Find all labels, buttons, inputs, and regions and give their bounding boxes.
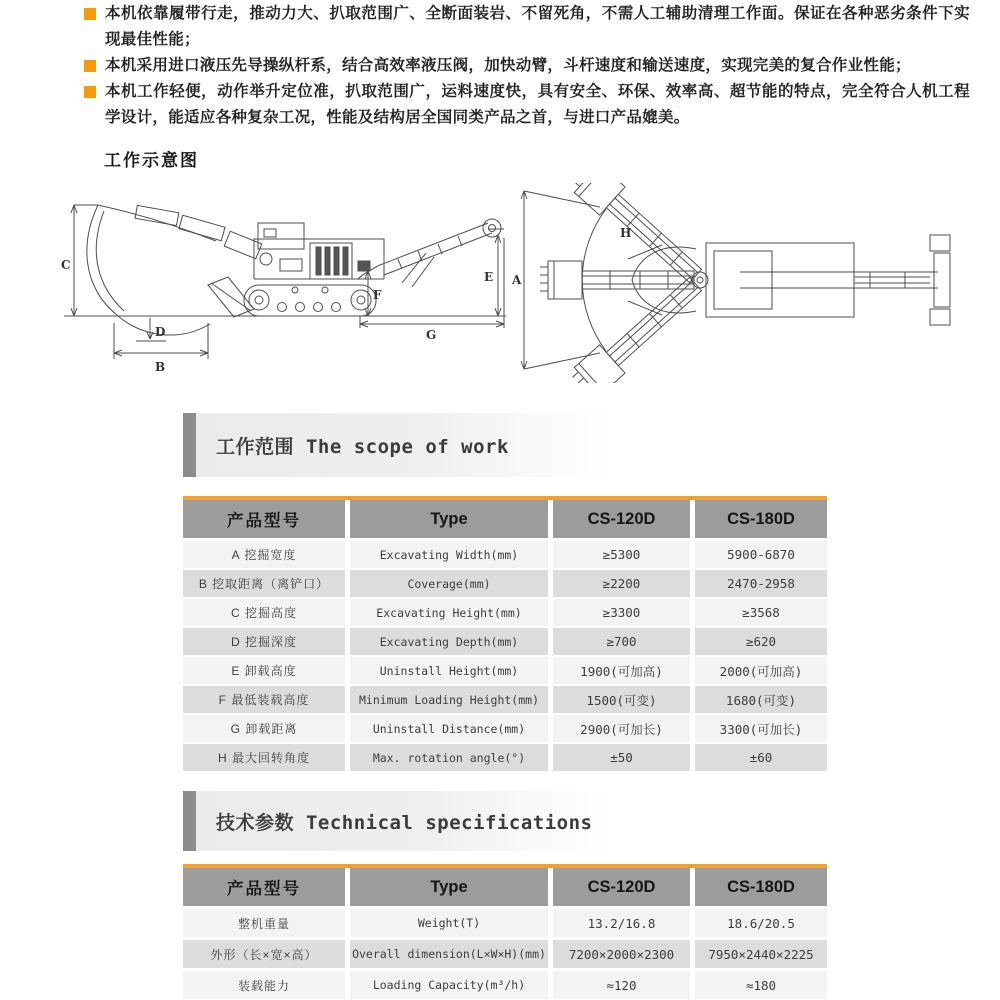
row-value: Max. rotation angle(°) bbox=[350, 744, 548, 771]
row-value: ≈120 bbox=[553, 971, 690, 999]
row-value: ≥620 bbox=[695, 628, 827, 655]
row-value: Uninstall Height(mm) bbox=[350, 657, 548, 684]
scope-of-work-table bbox=[183, 496, 827, 771]
row-value: Weight(T) bbox=[350, 909, 548, 937]
feature-bullet-3 bbox=[84, 79, 970, 131]
row-value: 1680(可变) bbox=[695, 686, 827, 713]
dim-label-a: A bbox=[512, 273, 522, 287]
row-value: 1500(可变) bbox=[553, 686, 690, 713]
heading-background bbox=[196, 791, 615, 851]
scope-section-title: 工作范围 The scope of work bbox=[216, 435, 509, 458]
technical-specifications-table bbox=[183, 864, 827, 999]
row-value: 2900(可加长) bbox=[553, 715, 690, 742]
row-label: C 挖掘高度 bbox=[183, 599, 345, 626]
feature-bullet-3-text: 本机工作轻便，动作举升定位准，扒取范围广，运料速度快，具有安全、环保、效率高、超节能的特点，完全符合人机工程学设计，能适应各种复杂工况，性能及结构居全国同类产品之首，与进口产品媲美。 bbox=[105, 83, 970, 126]
row-value: Excavating Depth(mm) bbox=[350, 628, 548, 655]
scope-header-type: Type bbox=[350, 500, 548, 538]
row-value: ≈180 bbox=[695, 971, 827, 999]
feature-bullet-1 bbox=[84, 1, 970, 53]
dim-label-h: H bbox=[620, 226, 632, 240]
row-label: D 挖掘深度 bbox=[183, 628, 345, 655]
scope-header-product-model: 产品型号 bbox=[183, 500, 345, 538]
row-value: ±50 bbox=[553, 744, 690, 771]
working-diagram-area bbox=[58, 183, 958, 383]
row-label: 装载能力 bbox=[183, 971, 345, 999]
machine-top-view-diagram bbox=[510, 183, 955, 383]
machine-side-view-diagram bbox=[58, 183, 508, 383]
row-label: E 卸载高度 bbox=[183, 657, 345, 684]
spec-section-heading bbox=[183, 791, 615, 851]
scope-header-cs120d: CS-120D bbox=[553, 500, 690, 538]
row-value: ≥3300 bbox=[553, 599, 690, 626]
row-label: H 最大回转角度 bbox=[183, 744, 345, 771]
row-value: Coverage(mm) bbox=[350, 570, 548, 597]
row-value: ≥700 bbox=[553, 628, 690, 655]
row-value: 18.6/20.5 bbox=[695, 909, 827, 937]
heading-accent-bar bbox=[183, 413, 196, 477]
dim-label-f: F bbox=[373, 288, 382, 302]
scope-section-heading bbox=[183, 413, 615, 477]
row-label: 整机重量 bbox=[183, 909, 345, 937]
row-value: 3300(可加长) bbox=[695, 715, 827, 742]
feature-bullet-2 bbox=[84, 53, 970, 79]
row-label: A 挖掘宽度 bbox=[183, 541, 345, 568]
scope-header-cs180d: CS-180D bbox=[695, 500, 827, 538]
row-value: Excavating Height(mm) bbox=[350, 599, 548, 626]
dim-label-e: E bbox=[484, 270, 494, 284]
spec-header-cs180d: CS-180D bbox=[695, 868, 827, 906]
row-value: ≥5300 bbox=[553, 541, 690, 568]
feature-bullet-list bbox=[84, 1, 970, 131]
scope-table-body bbox=[183, 541, 827, 771]
row-value: 5900-6870 bbox=[695, 541, 827, 568]
spec-table-header-row bbox=[183, 864, 827, 906]
heading-accent-bar bbox=[183, 791, 196, 851]
working-diagram-title: 工作示意图 bbox=[104, 151, 199, 170]
orange-square-bullet-icon bbox=[84, 86, 96, 98]
row-value: Overall dimension(L×W×H)(mm) bbox=[350, 940, 548, 968]
row-value: 13.2/16.8 bbox=[553, 909, 690, 937]
spec-header-cs120d: CS-120D bbox=[553, 868, 690, 906]
spec-header-type: Type bbox=[350, 868, 548, 906]
row-value: ≥3568 bbox=[695, 599, 827, 626]
spec-section-title: 技术参数 Technical specifications bbox=[216, 811, 593, 834]
row-value: ≥2200 bbox=[553, 570, 690, 597]
dim-label-g: G bbox=[426, 328, 437, 342]
row-value: ±60 bbox=[695, 744, 827, 771]
spec-header-product-model: 产品型号 bbox=[183, 868, 345, 906]
row-value: Uninstall Distance(mm) bbox=[350, 715, 548, 742]
row-label: G 卸载距离 bbox=[183, 715, 345, 742]
row-value: 7950×2440×2225 bbox=[695, 940, 827, 968]
orange-square-bullet-icon bbox=[84, 8, 96, 20]
dim-label-b: B bbox=[155, 360, 166, 374]
row-value: 2470-2958 bbox=[695, 570, 827, 597]
row-value: Excavating Width(mm) bbox=[350, 541, 548, 568]
row-value: 2000(可加高) bbox=[695, 657, 827, 684]
row-label: F 最低装载高度 bbox=[183, 686, 345, 713]
heading-background bbox=[196, 413, 615, 477]
row-value: 1900(可加高) bbox=[553, 657, 690, 684]
feature-bullet-2-text: 本机采用进口液压先导操纵杆系，结合高效率液压阀，加快动臂，斗杆速度和输送速度，实现完美的复合作业性能； bbox=[105, 57, 911, 74]
row-value: Loading Capacity(m³/h) bbox=[350, 971, 548, 999]
row-label: 外形（长×宽×高） bbox=[183, 940, 345, 968]
dim-label-d: D bbox=[155, 325, 166, 339]
row-value: Minimum Loading Height(mm) bbox=[350, 686, 548, 713]
scope-table-header-row bbox=[183, 496, 827, 538]
orange-square-bullet-icon bbox=[84, 60, 96, 72]
row-label: B 挖取距离（离铲口） bbox=[183, 570, 345, 597]
spec-table-body bbox=[183, 909, 827, 999]
dim-label-c: C bbox=[61, 258, 71, 272]
row-value: 7200×2000×2300 bbox=[553, 940, 690, 968]
feature-bullet-1-text: 本机依靠履带行走，推动力大、扒取范围广、全断面装岩、不留死角，不需人工辅助清理工作面。保证在各种恶劣条件下实现最佳性能； bbox=[105, 5, 970, 48]
